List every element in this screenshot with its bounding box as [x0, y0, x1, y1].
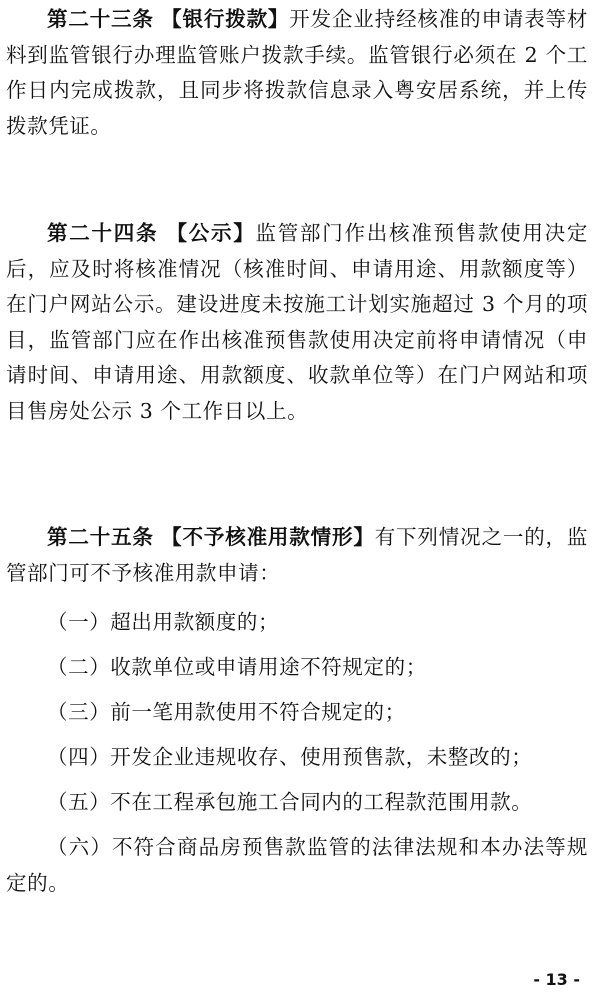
list-item-1: （一）超出用款额度的；: [47, 610, 280, 634]
article-25-heading: 【不予核准用款情形】: [161, 525, 375, 549]
article-23-heading: 【银行拨款】: [161, 7, 290, 31]
article-23-number: 第二十三条: [47, 7, 154, 31]
list-item-6: （六）不符合商品房预售款监管的法律法规和本办法等规定的。: [6, 835, 588, 895]
article-25-body: 有下列情况之一的，监管部门可不予核准用款申请：: [6, 525, 589, 585]
list-item-2: （二）收款单位或申请用途不符规定的；: [47, 655, 427, 679]
article-23: [6, 2, 588, 144]
article-24-number: 第二十四条: [47, 221, 159, 245]
article-25-number: 第二十五条: [47, 525, 154, 549]
article-24: [6, 216, 588, 429]
list-item-5: （五）不在工程承包施工合同内的工程款范围用款。: [47, 790, 533, 814]
page-number: - 13 -: [533, 970, 580, 989]
article-24-body: 监管部门作出核准预售款使用决定后，应及时将核准情况（核准时间、申请用途、用款额度等）在门户网站公示。建设进度未按施工计划实施超过 3 个月的项目，监管部门应在作出核准预售款使用决定前将申请情况（申请时间、申请用途、用款额度、收款单位等）在门户网站和项目售房处公示 3 个工作日以上。: [6, 221, 589, 423]
article-25: [6, 520, 588, 591]
article-24-heading: 【公示】: [166, 221, 256, 245]
list-item-4: （四）开发企业违规收存、使用预售款，未整改的；: [47, 745, 533, 769]
article-23-body: 开发企业持经核准的申请表等材料到监管银行办理监管账户拨款手续。监管银行必须在 2 个工作日内完成拨款，且同步将拨款信息录入粤安居系统，并上传拨款凭证。: [6, 7, 589, 138]
list-item-3: （三）前一笔用款使用不符合规定的；: [47, 700, 406, 724]
